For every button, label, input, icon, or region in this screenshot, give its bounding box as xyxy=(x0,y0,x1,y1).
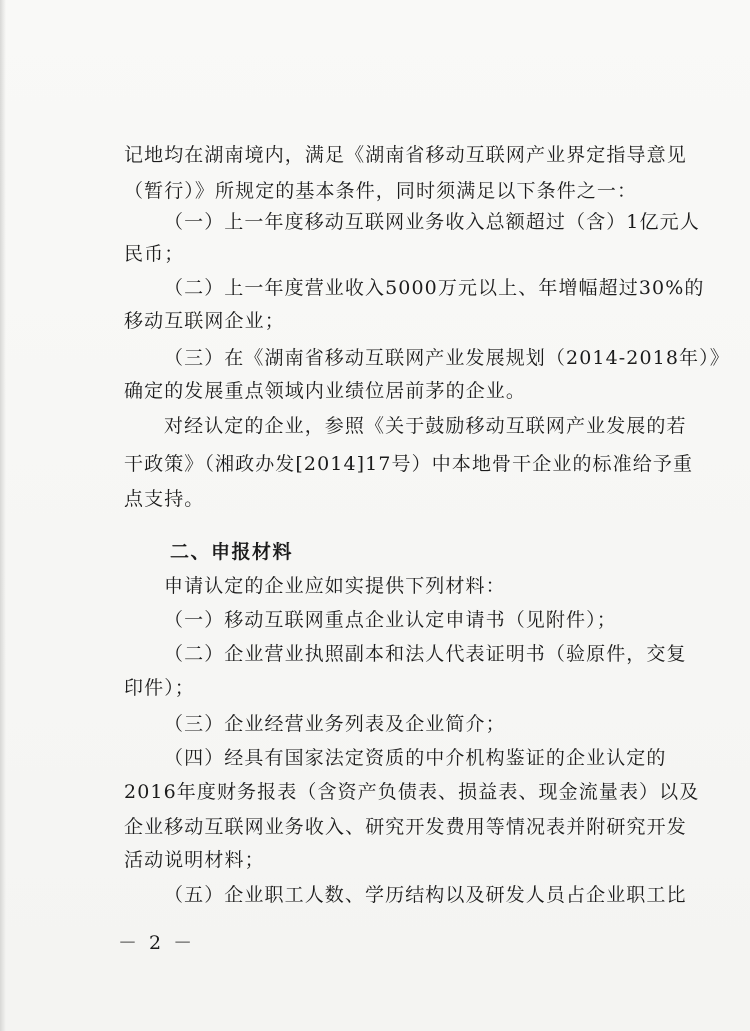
text-line: 对经认定的企业，参照《关于鼓励移动互联网产业发展的若 xyxy=(164,415,687,437)
text-line: （一）移动互联网重点企业认定申请书（见附件）； xyxy=(164,609,617,631)
text-line: （一）上一年度移动互联网业务收入总额超过（含）1亿元人 xyxy=(164,211,700,233)
text-line: 点支持。 xyxy=(124,488,205,510)
text-line: 企业移动互联网业务收入、研究开发费用等情况表并附研究开发 xyxy=(124,816,687,838)
text-line: 干政策》（湘政办发[2014]17号）中本地骨干企业的标准给予重 xyxy=(124,453,694,475)
text-line: 确定的发展重点领域内业绩位居前茅的企业。 xyxy=(124,380,527,402)
text-line: 申请认定的企业应如实提供下列材料： xyxy=(164,575,506,597)
section-heading: 二、申报材料 xyxy=(170,541,294,563)
text-line: （四）经具有国家法定资质的中介机构鉴证的企业认定的 xyxy=(164,747,667,769)
scan-edge xyxy=(0,0,6,1031)
text-line: 2016年度财务报表（含资产负债表、损益表、现金流量表）以及 xyxy=(124,781,700,803)
text-line: 移动互联网企业； xyxy=(124,310,285,332)
text-line: （三）企业经营业务列表及企业简介； xyxy=(164,713,506,735)
text-line: 记地均在湖南境内，满足《湖南省移动互联网产业界定指导意见 xyxy=(124,144,687,166)
text-line: （暂行）》所规定的基本条件，同时须满足以下条件之一： xyxy=(124,180,638,202)
text-line: （三）在《湖南省移动互联网产业发展规划（2014-2018年）》 xyxy=(164,347,730,369)
page-number: － 2 － xyxy=(118,932,196,954)
text-line: 民币； xyxy=(124,243,185,265)
text-line: 活动说明材料； xyxy=(124,849,265,871)
text-line: 印件）； xyxy=(124,677,195,699)
text-line: （五）企业职工人数、学历结构以及研发人员占企业职工比 xyxy=(164,884,687,906)
text-line: （二）企业营业执照副本和法人代表证明书（验原件，交复 xyxy=(164,643,687,665)
text-line: （二）上一年度营业收入5000万元以上、年增幅超过30%的 xyxy=(164,277,705,299)
